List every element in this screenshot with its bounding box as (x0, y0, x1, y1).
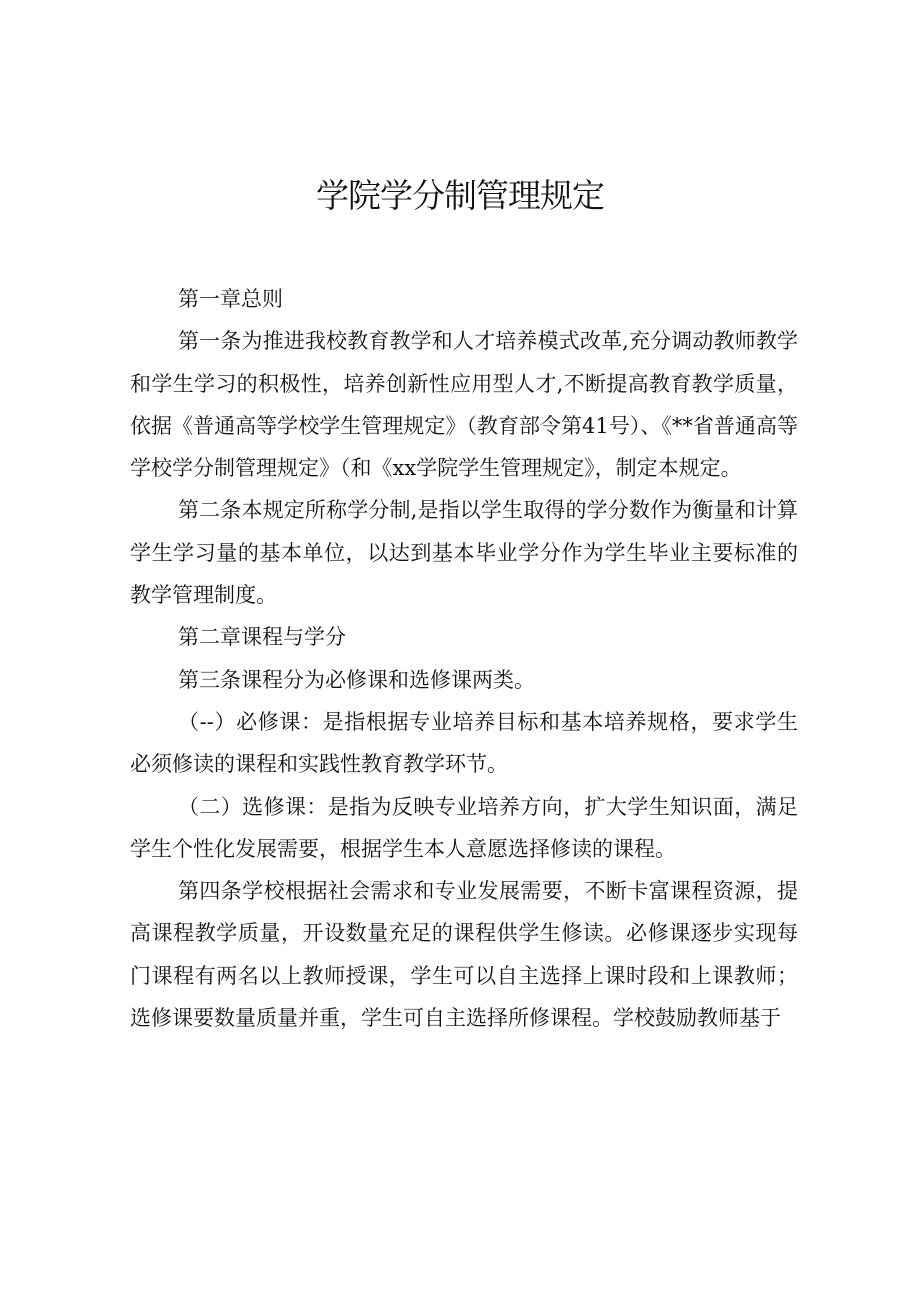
article-paragraph: 第三条课程分为必修课和选修课两类。 (178, 667, 535, 692)
chapter-heading: 第一章总则 (178, 287, 283, 311)
article-paragraph: 第二条本规定所称学分制,是指以学生取得的学分数作为衡量和计算学生学习量的基本单位，以达到基本毕业学分作为学生毕业主要标准的教学管理制度。 (130, 498, 798, 608)
document-body (130, 278, 798, 1039)
chapter-heading: 第二章课程与学分 (178, 625, 346, 650)
article-paragraph: （二）选修课：是指为反映专业培养方向，扩大学生知识面，满足学生个性化发展需要，根据学生本人意愿选择修读的课程。 (130, 794, 798, 861)
article-paragraph: （--）必修课：是指根据专业培养目标和基本培养规格，要求学生必须修读的课程和实践性教育教学环节。 (130, 709, 798, 777)
article-paragraph: 第四条学校根据社会需求和专业发展需要，不断卡富课程资源，提高课程教学质量，开设数量充足的课程供学生修读。必修课逐步实现每门课程有两名以上教师授课，学生可以自主选择上课时段和上课教师；选修课要数量质量并重，学生可自主选择所修课程。学校鼓励教师基于 (130, 879, 798, 1031)
article-paragraph: 第一条为推进我校教育教学和人才培养模式改革,充分调动教师教学和学生学习的积极性，培养创新性应用型人才,不断提高教育教学质量，依据《普通高等学校学生管理规定》（教育部令第41号）、《**省普通高等学校学分制管理规定》（和《xx学院学生管理规定》，制定本规定。 (130, 329, 798, 481)
document-title: 学院学分制管理规定 (316, 176, 604, 215)
